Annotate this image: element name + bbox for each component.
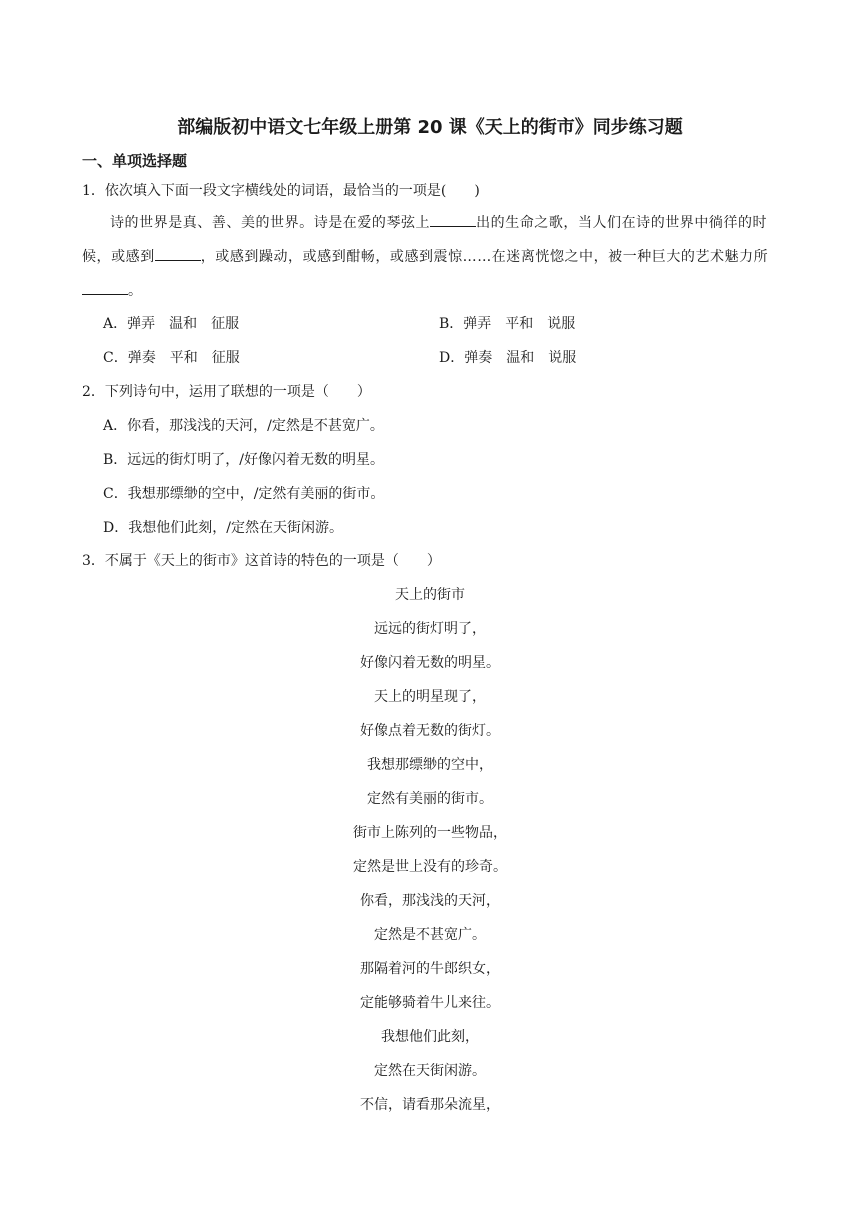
- q1-option-c[interactable]: C．弹奏 平和 征服: [103, 350, 240, 366]
- poem-line: 街市上陈列的一些物品，: [353, 825, 507, 841]
- passage-text-4: 。: [128, 283, 143, 299]
- q2-option-a[interactable]: A．你看，那浅浅的天河，/定然是不甚宽广。: [103, 418, 384, 434]
- poem-line: 定然有美丽的街市。: [367, 791, 493, 807]
- q1-option-d[interactable]: D．弹奏 温和 说服: [439, 350, 577, 366]
- poem-line: 好像闪着无数的明星。: [360, 655, 500, 671]
- section-heading: 一、单项选择题: [82, 152, 188, 170]
- fill-blank-2: [155, 246, 201, 261]
- passage-text-2: 出的生命之歌，当人们在诗的世界中徜徉的时候，或感到: [82, 215, 768, 265]
- fill-blank-3: [82, 280, 128, 295]
- q2-option-c[interactable]: C．我想那缥缈的空中，/定然有美丽的街市。: [103, 486, 385, 502]
- q2-option-b[interactable]: B．远远的街灯明了，/好像闪着无数的明星。: [103, 452, 385, 468]
- question-2-stem: 2．下列诗句中，运用了联想的一项是（ ）: [82, 384, 371, 400]
- question-1-stem: 1．依次填入下面一段文字横线处的词语，最恰当的一项是( ): [82, 183, 480, 199]
- poem-line: 定能够骑着牛儿来往。: [360, 995, 500, 1011]
- q2-option-d[interactable]: D．我想他们此刻，/定然在天街闲游。: [103, 520, 343, 536]
- passage-text-3: ，或感到躁动，或感到酣畅，或感到震惊……在迷离恍惚之中，被一种巨大的艺术魅力所: [200, 249, 769, 265]
- poem-line: 天上的明星现了，: [374, 689, 486, 705]
- q1-option-b[interactable]: B．弹弄 平和 说服: [439, 316, 576, 332]
- q1-option-a[interactable]: A．弹弄 温和 征服: [103, 316, 240, 332]
- passage-text-1: 诗的世界是真、善、美的世界。诗是在爱的琴弦上: [110, 215, 431, 231]
- poem-line: 你看，那浅浅的天河，: [360, 893, 500, 909]
- poem-line: 那隔着河的牛郎织女，: [360, 961, 500, 977]
- fill-blank-1: [430, 212, 476, 227]
- poem-title: 天上的街市: [395, 587, 465, 603]
- poem-line: 远远的街灯明了，: [374, 621, 486, 637]
- question-3-stem: 3．不属于《天上的街市》这首诗的特色的一项是（ ）: [82, 553, 441, 569]
- question-1-passage: [82, 206, 778, 308]
- poem-line: 我想那缥缈的空中，: [367, 757, 493, 773]
- poem-line: 好像点着无数的街灯。: [360, 723, 500, 739]
- poem-line: 定然是不甚宽广。: [374, 927, 486, 943]
- poem-line: 定然是世上没有的珍奇。: [353, 859, 507, 875]
- poem-line: 我想他们此刻，: [381, 1029, 479, 1045]
- page-title: 部编版初中语文七年级上册第 20 课《天上的街市》同步练习题: [177, 117, 683, 138]
- poem-line: 不信，请看那朵流星，: [360, 1097, 500, 1113]
- poem-line: 定然在天街闲游。: [374, 1063, 486, 1079]
